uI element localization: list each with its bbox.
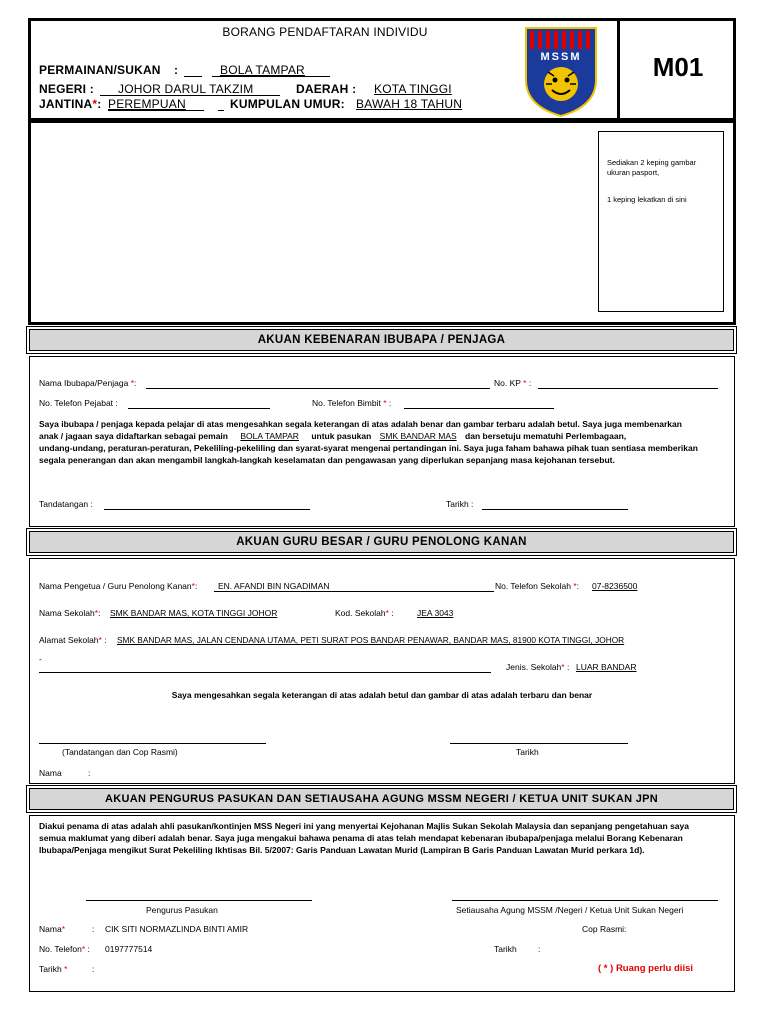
manager-phone-value[interactable]: 0197777514 [105, 944, 153, 954]
mobile-phone-field[interactable] [404, 408, 554, 409]
school-phone-value[interactable]: 07-8236500 [592, 581, 638, 591]
secretary-date-label: Tarikh [494, 944, 517, 954]
principal-name-line [214, 591, 494, 592]
manager-date-colon: : [92, 964, 95, 974]
principal-date-label: Tarikh [516, 747, 539, 757]
gender-value[interactable]: PEREMPUAN [108, 97, 186, 111]
principal-confirmation: Saya mengesahkan segala keterangan di atas adalah betul dan gambar di atas adalah terbaru dan benar [171, 690, 593, 700]
state-value[interactable]: JOHOR DARUL TAKZIM [118, 82, 254, 96]
parent-declaration-line-3: undang-undang, peraturan-peraturan, Pekeliling-pekeliling dan syarat-syarat mengenai pertandingan ini. Saya juga faham bahawa pihak tuan sentiasa memberikan [39, 443, 698, 453]
school-type-label: Jenis. Sekolah* : [506, 662, 570, 672]
school-type-value[interactable]: LUAR BANDAR [576, 662, 637, 672]
age-label: KUMPULAN UMUR: [230, 97, 345, 111]
parent-signature-field[interactable] [104, 509, 310, 510]
parent-declaration-line-4: segala penerangan dan akan mengambil langkah-langkah keselamatan dan pengawasan yang diperlukan sepanjang masa kejohanan tersebut. [39, 455, 615, 465]
office-phone-field[interactable] [128, 408, 270, 409]
principal-signature-field[interactable] [39, 743, 266, 744]
sport-value-line [212, 76, 330, 77]
school-phone-label: No. Telefon Sekolah *: [495, 581, 579, 591]
school-name-value[interactable]: SMK BANDAR MAS, KOTA TINGGI JOHOR [110, 608, 278, 618]
manager-phone-label: No. Telefon* : [39, 944, 90, 954]
school-code-label: Kod. Sekolah* : [335, 608, 394, 618]
logo-text: MSSM [540, 51, 582, 63]
state-label: NEGERI : [39, 82, 94, 96]
principal-name2-colon: : [88, 768, 91, 778]
photo-note-1: Sediakan 2 keping gambar ukuran pasport, [607, 158, 697, 177]
parent-ic-field[interactable] [538, 388, 718, 389]
mssm-logo [524, 26, 598, 118]
principal-date-field[interactable] [450, 743, 628, 744]
manager-label: Pengurus Pasukan [146, 905, 218, 915]
secretary-label: Setiausaha Agung MSSM /Negeri / Ketua Unit Sukan Negeri [456, 905, 684, 915]
principal-name-label: Nama Pengetua / Guru Penolong Kanan*: [39, 581, 198, 591]
manager-signature-field[interactable] [86, 900, 312, 901]
parent-declaration-line-2: anak / jagaan saya didaftarkan sebagai pemain BOLA TAMPAR untuk pasukan SMK BANDAR MAS dan bersetuju mematuhi Perlembagaan, [39, 431, 627, 441]
secretary-signature-field[interactable] [452, 900, 718, 901]
manager-name-value[interactable]: CIK SITI NORMAZLINDA BINTI AMIR [105, 924, 249, 934]
required-note: ( * ) Ruang perlu diisi [598, 963, 694, 974]
parent-date-label: Tarikh : [446, 499, 474, 509]
form-code: M01 [652, 52, 704, 82]
parent-section-heading: AKUAN KEBENARAN IBUBAPA / PENJAGA [29, 329, 734, 351]
principal-name2-label: Nama [39, 768, 62, 778]
school-name-label: Nama Sekolah*: [39, 608, 101, 618]
state-line [100, 95, 280, 96]
school-code-value[interactable]: JEA 3043 [417, 608, 454, 618]
mssm-shield-icon [524, 26, 598, 118]
parent-name-label: Nama Ibubapa/Penjaga *: [39, 378, 137, 388]
gender-tail-line [218, 110, 224, 111]
mobile-phone-label: No. Telefon Bimbit * : [312, 398, 392, 408]
principal-name-value[interactable]: EN. AFANDI BIN NGADIMAN [218, 581, 330, 591]
parent-team-inline: SMK BANDAR MAS [379, 431, 457, 441]
parent-date-field[interactable] [482, 509, 628, 510]
manager-declaration-line-2: semua maklumat yang diberi adalah benar. Saya juga mengakui bahawa penama di atas telah mendapat kebenaran ibubapa/penjaga melalui Borang Kebenaran [39, 833, 683, 843]
school-address-label: Alamat Sekolah* : [39, 635, 107, 645]
parent-name-field[interactable] [146, 388, 490, 389]
school-address-value[interactable]: SMK BANDAR MAS, JALAN CENDANA UTAMA, PETI SURAT POS BANDAR PENAWAR, BANDAR MAS, 81900 KOTA TINGGI, JOHOR [117, 635, 625, 645]
manager-date-label: Tarikh * [39, 964, 68, 974]
district-value[interactable]: KOTA TINGGI [374, 82, 452, 96]
manager-declaration-line-3: Ibubapa/Penjaga mengikut Surat Pekeliling Ikhtisas Bil. 5/2007: Garis Panduan Lawatan Murid (Lampiran B Garis Panduan Lawatan Murid perkara 1d). [39, 845, 645, 855]
gender-label: JANTINA*: [39, 97, 102, 111]
parent-signature-label: Tandatangan : [39, 499, 93, 509]
parent-sport-inline: BOLA TAMPAR [240, 431, 299, 441]
parent-ic-label: No. KP * : [494, 378, 532, 388]
age-value[interactable]: BAWAH 18 TAHUN [356, 97, 463, 111]
sport-blank [184, 76, 202, 77]
photo-note-2: 1 keping lekatkan di sini [607, 195, 687, 204]
stamp-label: Cop Rasmi: [582, 924, 627, 934]
principal-signature-label: (Tandatangan dan Cop Rasmi) [62, 747, 178, 757]
manager-name-label: Nama* [39, 924, 65, 934]
office-phone-label: No. Telefon Pejabat : [39, 398, 118, 408]
form-title: BORANG PENDAFTARAN INDIVIDU [222, 25, 428, 39]
gender-line [108, 110, 204, 111]
principal-section-heading: AKUAN GURU BESAR / GURU PENOLONG KANAN [29, 531, 734, 553]
sport-label: PERMAINAN/SUKAN [39, 63, 161, 77]
district-label: DAERAH : [296, 82, 357, 96]
sport-colon: : [174, 63, 179, 77]
secretary-date-colon: : [538, 944, 541, 954]
manager-name-colon: : [92, 924, 95, 934]
address-continuation-dash: - [39, 654, 42, 664]
manager-declaration-line-1: Diakui penama di atas adalah ahli pasukan/kontinjen MSS Negeri ini yang menyertai Kejohanan Majlis Sukan Sekolah Malaysia dan sepanjang pengetahuan saya [39, 821, 689, 831]
manager-section-heading: AKUAN PENGURUS PASUKAN DAN SETIAUSAHA AGUNG MSSM NEGERI / KETUA UNIT SUKAN JPN [29, 788, 734, 810]
parent-declaration-line-1: Saya ibubapa / penjaga kepada pelajar di atas mengesahkan segala keterangan di atas adalah benar dan gambar terbaru adalah betul. Saya juga membenarkan [39, 419, 682, 429]
sport-value[interactable]: BOLA TAMPAR [220, 63, 305, 77]
address-continuation-line[interactable] [39, 672, 491, 673]
